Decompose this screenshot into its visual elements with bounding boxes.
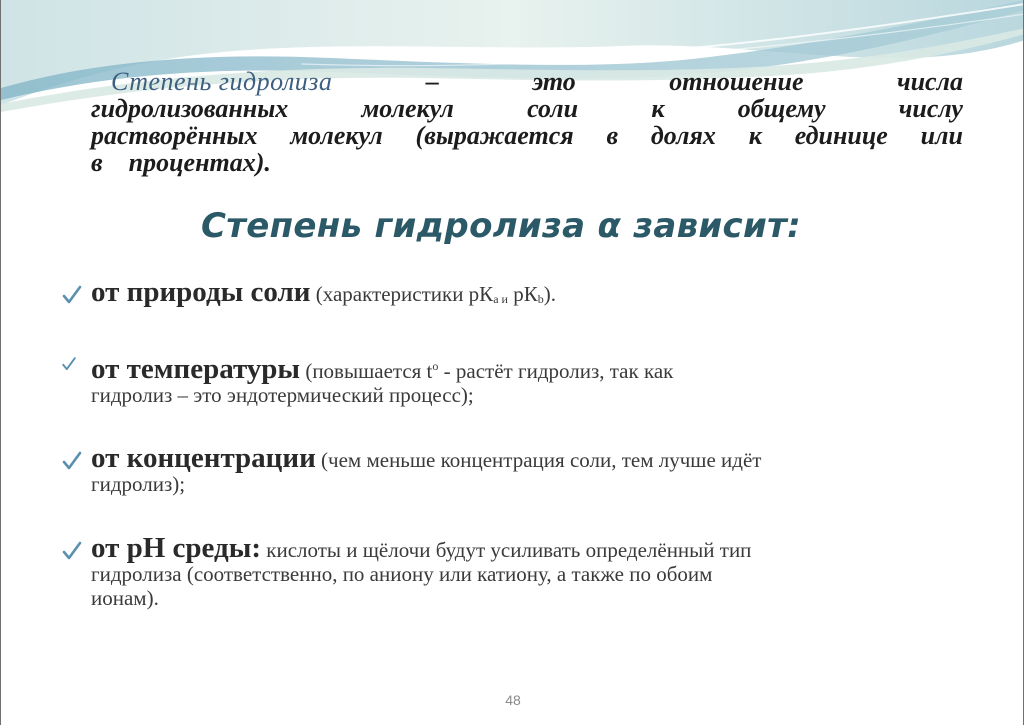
definition-line-4 [91,149,963,176]
list-item-text [91,442,961,496]
checkmark-icon [61,450,83,472]
definition-word: числа [896,67,963,96]
definition-word: единице [794,121,888,150]
list-item-text [91,532,961,610]
definition-word: в [606,121,619,150]
list-item-text [91,276,961,311]
definition-word: отношение [669,67,804,96]
definition-word: долях [650,121,716,150]
definition-word: гидролизованных [91,94,289,123]
superscript: o [432,359,439,373]
definition-word: (выражается [415,121,574,150]
factor-description: рК [507,282,538,306]
list-item [61,276,961,311]
definition-word: общему [737,94,826,123]
factor-description: (повышается t [300,359,433,383]
definition-word: это [532,67,576,96]
definition-word: – [425,67,439,96]
factor-title: от концентрации [91,442,316,474]
factor-description: - растёт гидролиз, так как [438,359,674,383]
factor-description: (чем меньше концентрация соли, тем лучше идёт [315,448,762,472]
section-heading: Степень гидролиза α зависит: [200,206,801,246]
definition-line-3 [91,122,963,149]
factor-description-continued: гидролиз); [91,472,186,496]
checkmark-icon [61,540,83,562]
subscript: b [537,292,544,306]
factor-description: (характеристики рК [310,282,494,306]
definition-word: процентах). [128,148,271,177]
definition-line-2 [91,95,963,122]
definition-word: молекул [361,94,454,123]
list-item [61,532,961,610]
definition-word: в [91,148,103,177]
factor-description-continued: гидролиз – это эндотермический процесс); [91,383,474,407]
list-item-text [91,354,961,407]
list-item [61,354,961,407]
definition-word: к [748,121,762,150]
factor-description: кислоты и щёлочи будут усиливать определённый тип [261,538,752,562]
definition-word: или [920,121,963,150]
checkmark-icon [61,284,83,306]
definition-word: соли [527,94,579,123]
factor-title: от температуры [91,353,301,385]
definition-word: числу [898,94,963,123]
factor-title: от рН среды: [91,532,262,564]
definition-word: растворённых [91,121,258,150]
list-item [61,442,961,496]
definition-paragraph [91,68,963,176]
factor-description-continued: ионам). [91,586,159,610]
factor-description-continued: гидролиза (соответственно, по аниону или катиону, а также по обоим [91,562,713,586]
subscript: а и [493,292,508,306]
definition-word: к [651,94,665,123]
factor-title: от природы соли [91,276,311,308]
factor-description: ). [543,282,556,306]
page-number: 48 [505,692,521,708]
definition-word: молекул [290,121,383,150]
definition-line-1 [91,68,963,95]
checkmark-icon [61,356,77,372]
definition-term: Степень гидролиза [111,67,333,96]
